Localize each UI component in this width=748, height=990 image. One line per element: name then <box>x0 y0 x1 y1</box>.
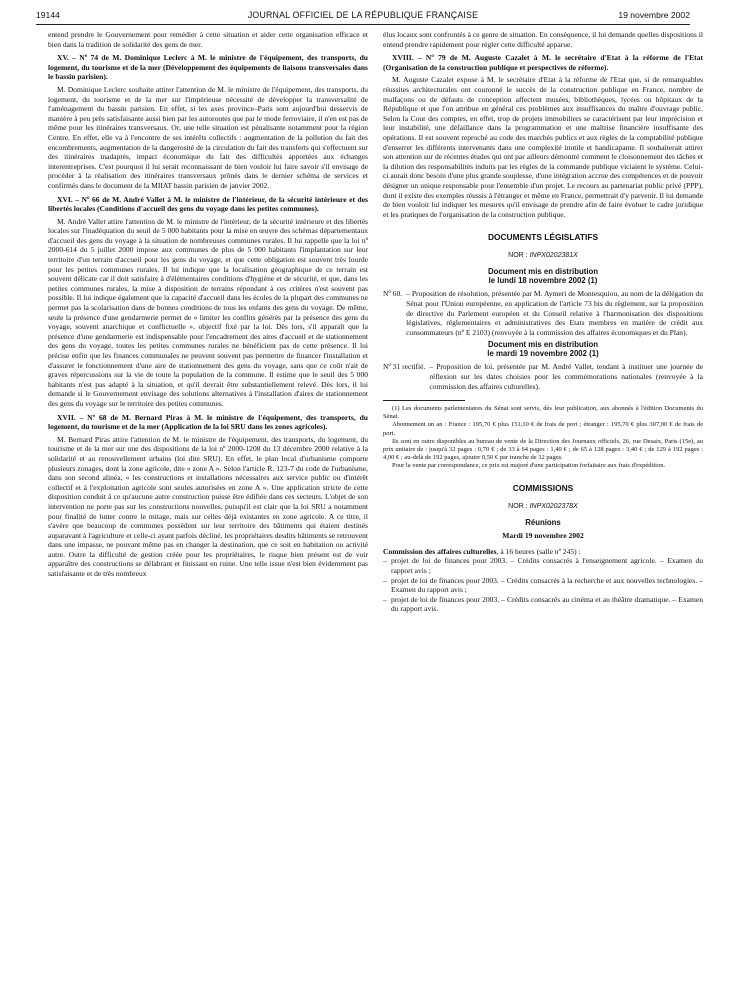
right-column <box>383 30 703 614</box>
document-item <box>383 289 703 337</box>
agenda-item: – projet de loi de finances pour 2003. – Crédits consacrés à l'enseignement agricole. – Examen du rapport avis ; <box>383 556 703 575</box>
page-header <box>36 10 690 24</box>
pricing-info: Ils sont en outre disponibles au bureau de vente de la Direction des Journaux officiels, 26, rue Desaix, Paris (15e), au prix unitaire de : jusqu'à 32 pages : 0,70 € ; de 33 à 64 pages : 1,40 € ; de 65 à 128 pages : 3,40 € ; de 129 à 192 pages : 4,00 € ; au-delà de 192 pages, ajouter 0,50 € par tranche de 32 pages. <box>383 437 703 461</box>
document-item <box>383 362 703 391</box>
agenda-item: – projet de loi de finances pour 2003. – Crédits consacrés au cinéma et au théâtre dramatique. – Examen du rapport avis. <box>383 595 703 614</box>
nor-reference: NOR : INPX0202381X <box>508 251 578 259</box>
footnote: (1) Les documents parlementaires du Sénat sont servis, dès leur publication, aux abonnés à l'édition Documents du Sénat. <box>383 405 703 421</box>
nor-reference: NOR : INPX0202378X <box>508 502 578 510</box>
header-rule <box>36 24 690 25</box>
document-number: Nº 31 rectifié. <box>383 362 426 372</box>
section-heading-documents: DOCUMENTS LÉGISLATIFS <box>487 232 599 243</box>
question-xvi-body: M. André Vallet attire l'attention de M. le ministre de l'intérieur, de la sécurité intérieure et des libertés locales sur l'inadéquation du seuil de 5 000 habitants pour la mise en œuvre des schémas départementaux d'accueil des gens du voyage à la situation de nombreuses communes rurales. Il lui rappelle que la loi nº 2000-614 du 5 juillet 2000 impose aux communes de plus de 5 000 habitants l'implantation sur leur territoire d'un terrain d'accueil pour les gens du voyage, et que cette obligation est souvent très lourde pour les petites communes rurales. Il lui indique que la localisation géographique de ce terrain est souvent délicate car il doit satisfaire à d'élémentaires conditions d'hygiène et de sécurité, et que, dans les petites communes rurales, la mise à disposition de terrains répondant à ces critères n'est souvent pas possible. Il lui indique également que la capacité d'accueil dans les écoles de la plupart des communes ne permet pas la scolarisation dans de bonnes conditions de tous les enfants des gens du voyage. De même, seule la présence d'une gendarmerie permet de « limiter les conflits générés par la présence des gens du voyage, souvent anarchique et conflictuelle », objectif fixé par la loi. Dès lors, s'il apparaît que la présence d'une gendarmerie est indispensable pour l'encadrement des aires d'accueil et de stationnement des gens du voyage, toutes les petites communes rurales ne bénéficient pas de cette présence. Il lui précise enfin que les finances communales ne peuvent souvent pas permettre de financer l'installation et d'assurer le fonctionnement d'une aire de stationnement des gens du voyage, sans que ce coût n'ait de graves répercussions sur la vie de toute la population de la commune. Il estime que le seuil des 5 000 habitants n'est pas adapté à la situation, et qu'il devrait être substantiellement relevé. Dès lors, il lui demande si le Gouvernement envisage des solutions alternatives à l'installation d'aires de stationnement des gens du voyage sur le territoire des petites communes. <box>48 216 368 408</box>
continued-paragraph: élus locaux sont confrontés à ce genre de situation. En conséquence, il lui demande quelles dispositions il entend prendre rapidement pour régler cette difficulté apparue. <box>383 30 703 49</box>
footnote-rule <box>383 400 465 401</box>
question-xv-title: XV. – Nº 74 de M. Dominique Leclerc à M. le ministre de l'équipement, des transports, du logement, du tourisme et de la mer (Développement des équipements de liaisons transversales dans le bassin parisien). <box>48 53 368 82</box>
page-number: 19144 <box>36 10 60 20</box>
meeting-date: Mardi 19 novembre 2002 <box>502 531 584 541</box>
reunions-heading: Réunions <box>525 518 561 528</box>
distribution-heading: Document mis en distribution le mardi 19 novembre 2002 (1) <box>487 340 599 359</box>
commission-line: Commission des affaires culturelles, à 16 heures (salle nº 245) : <box>383 546 581 556</box>
document-description: – Proposition de loi, présentée par M. André Vallet, tendant à instituer une journée de réflexion sur les dates choisies pour les commémorations nationales (renvoyée à la commission des affaires culturelles). <box>429 362 703 391</box>
distribution-heading: Document mis en distribution le lundi 18 novembre 2002 (1) <box>487 267 599 286</box>
question-xvii-body: M. Bernard Piras attire l'attention de M. le ministre de l'équipement, des transports, du logement, du tourisme et de la mer sur une des dispositions de la loi nº 2000-1208 du 13 décembre 2000 relative à la solidarité et au renouvellement urbains (loi dite SRU). En effet, le plan local d'urbanisme comporte plusieurs zonages, dont la zone agricole, dite « zone A ». Selon l'article R. 123-7 du code de l'urbanisme, dans son second alinéa, « les constructions et installations nécessaires aux service public ou d'intérêt collectif et à l'exploitation agricole sont seules autorisées en zone A ». Une application stricte de cette disposition conduit à ce qu'aucune autre construction puisse être édifiée dans ces secteurs. L'objet de son intervention ne porte pas sur les constructions nouvelles, puisqu'il est clair que la loi SRU a notamment pour finalité de lutter contre le mitage, mais sur celles déjà existantes en zone agricole. A ce titre, il s'avère que beaucoup de communes possèdent sur leur territoire des bâtiments qui étaient destinés auparavant à l'agriculture et celle-ci ayant parfois décliné, les propriétaires desdits bâtiments se retrouvent dans une impasse, ne pouvant même pas en changer la destination, que ce soit en habitation ou activité autre. Outre la difficulté de gestion créée pour les propriétaires, le risque bien présent est de voir apparaître des constructions se délabrant et finissant en ruine. Une telle issue n'est bien évidemment pas satisfaisante et de très nombreux <box>48 434 368 579</box>
question-xviii-body: M. Auguste Cazalet expose à M. le secrétaire d'Etat à la réforme de l'Etat que, si de remarquables réussites architecturales ont couronné le succès de la construction publique en France, nombre de malfaçons ou de défauts de conception affectent musées, bibliothèques, lycées ou hôpitaux de la République et que l'on attribue en général ces problèmes aux insuffisances du maître d'ouvrage public. Selon la Cour des comptes, en effet, trop de projets immobiliers se caractérisent par leur imprécision et leur instabilité, une défaillance dans la programmation et une maîtrise financière insuffisante des opérations. Il est souvent reproché au code des marchés publics et aux règles de la comptabilité publique d'enserrer les différents intervenants dans une complexité inutile et handicapante. Il souhaiterait attirer son attention sur de récentes études qui ont par ailleurs démontré comment le cloisonnement des tâches et la dilution des responsabilités induits par les règles de la commande publique viciaient le système. Celui-ci aurait donc besoin d'une plus grande souplesse, d'une intégration accrue des compétences et de pouvoir désigner un unique responsable pour l'ensemble d'un projet. Le recours au partenariat public privé (PPP), dont il existe des exemples réussis à l'étranger et même en France, permettrait d'y parvenir. Il lui demande de bien vouloir lui indiquer les mesures qu'il envisage de prendre afin de faire évoluer le cadre juridique et les pratiques de l'organisation de la construction publique. <box>383 75 703 219</box>
agenda-item: – projet de loi de finances pour 2003. – Crédits consacrés à la recherche et aux nouvelles technologies. – Examen du rapport avis ; <box>383 576 703 595</box>
journal-title: JOURNAL OFFICIEL DE LA RÉPUBLIQUE FRANÇAISE <box>247 10 479 20</box>
question-xviii-title: XVIII. – Nº 79 de M. Auguste Cazalet à M. le secrétaire d'Etat à la réforme de l'Etat (Organisation de la construction publique et perspectives de réforme). <box>383 53 703 72</box>
left-column <box>48 30 368 579</box>
question-xvi-title: XVI. – Nº 66 de M. André Vallet à M. le ministre de l'intérieur, de la sécurité intérieure et des libertés locales (Conditions d'accueil des gens du voyage dans les petites communes). <box>48 194 368 214</box>
question-xvii-title: XVII. – Nº 68 de M. Bernard Piras à M. le ministre de l'équipement, des transports, du logement, du tourisme et de la mer (Application de la loi SRU dans les zones agricoles). <box>48 412 368 432</box>
document-number: Nº 60. <box>383 289 403 299</box>
section-heading-commissions: COMMISSIONS <box>512 482 574 493</box>
question-xv-body: M. Dominique Leclerc souhaite attirer l'attention de M. le ministre de l'équipement, des transports, du logement, du tourisme et de la mer sur l'impérieuse nécessité de développer la transversalité de l'aménagement du bassin parisien. En effet, si les axes province–Paris sont aujourd'hui desservis de manière à peu près satisfaisante aussi bien par les autoroutes que par le mode ferroviaire, il n'en est pas de même pour les itinéraires transversaux. Or, une telle situation est pénalisante notamment pour la région Centre. En effet, elle va à l'encontre de ses intérêts collectifs : augmentation de la pollution du fait des encombrements, augmentation de la dangerosité de la circulation du fait des transferts qui s'effectuent sur des itinéraires inadaptés, impact économique du fait des difficultés apportées aux échanges interentreprises. C'est pourquoi il lui serait reconnaissant de bien vouloir lui faire savoir s'il envisage de procéder à la réalisation des itinéraires transversaux prônés dans le dernier schéma de services et confirmés dans le document de la MIIAT bassin parisien de janvier 2002. <box>48 84 368 190</box>
postage-info: Pour la vente par correspondance, ce prix est majoré d'une participation forfaitaire aux frais d'expédition. <box>392 461 666 469</box>
continued-paragraph: entend prendre le Gouvernement pour remédier à cette situation et aider cette organisation efficace et bien dans la tradition de solidarité des gens de mer. <box>48 30 368 49</box>
subscription-info: Abonnement un an : France : 195,70 € plus 151,10 € de frais de port ; étranger : 195,70 € plus 307,00 € de frais de port. <box>383 421 703 437</box>
issue-date: 19 novembre 2002 <box>618 10 690 20</box>
document-description: – Proposition de résolution, présentée par M. Aymeri de Montesquiou, au nom de la délégation du Sénat pour l'Union européenne, en application de l'article 73 bis du règlement, sur la proposition de directive du Parlement européen et du Conseil relative à l'harmonisation des dispositions législatives, réglementaires et administratives des Etats membres en matière de crédit aux consommateurs (nº E 2103) (renvoyée à la commission des affaires économiques et du Plan). <box>406 289 703 337</box>
